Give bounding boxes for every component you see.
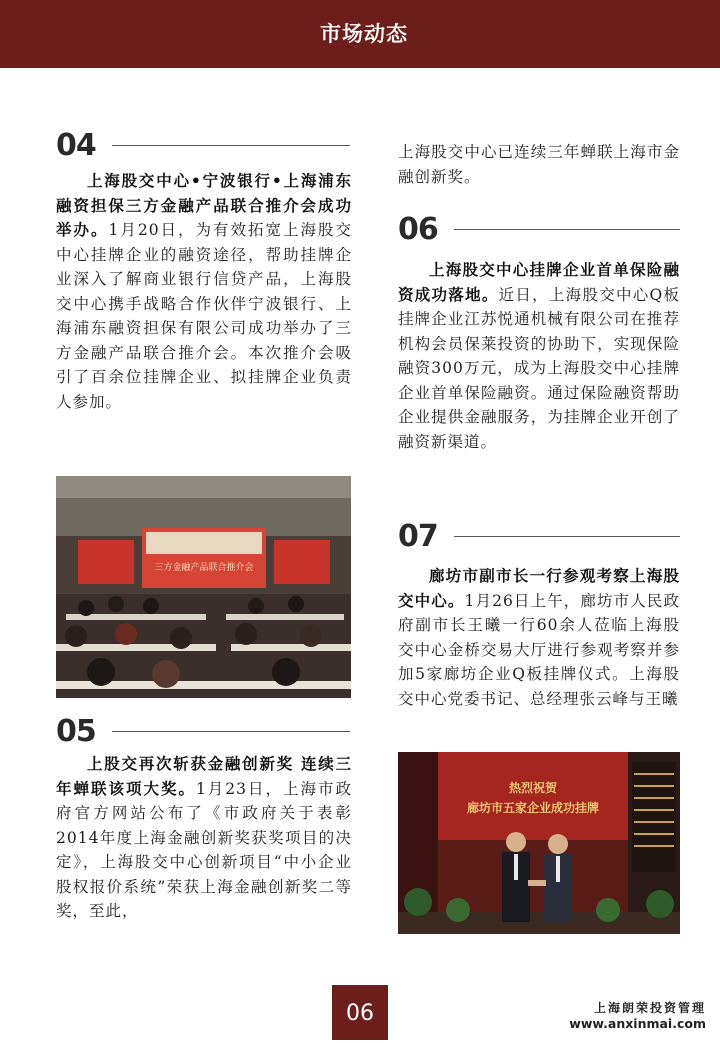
- section-04-heading: [56, 126, 350, 166]
- ceremony-photo: [398, 752, 680, 934]
- section-06-lead: 上海股交中心挂牌企业首单保险融资成功落地。: [398, 260, 680, 304]
- section-number: 04: [56, 128, 96, 163]
- section-04-body: 1月20日，为有效拓宽上海股交中心挂牌企业的融资途径，帮助挂牌企业深入了解商业银行信贷产品，上海股交中心携手战略合作伙伴宁波银行、上海浦东融资担保有限公司成功举办了三方金融产品联合推介会。本次推介会吸引了百余位挂牌企业、拟挂牌企业负责人参加。: [56, 221, 352, 411]
- divider: [112, 731, 350, 732]
- banner-line-2: 廊坊市五家企业成功挂牌: [466, 801, 600, 815]
- section-06-body: 近日，上海股交中心Q板挂牌企业江苏悦通机械有限公司在推荐机构会员保莱投资的协助下，实现保险融资300万元，成为上海股交中心挂牌企业首单保险融资。通过保险融资帮助企业提供金融服务，为挂牌企业开创了融资新渠道。: [398, 285, 680, 451]
- section-07-heading: [398, 517, 680, 557]
- divider: [454, 229, 680, 230]
- section-05-lead: 上股交再次斩获金融创新奖 连续三年蝉联该项大奖。: [56, 754, 352, 798]
- section-number: 06: [398, 212, 438, 247]
- section-05-heading: [56, 712, 350, 752]
- divider: [112, 145, 350, 146]
- conference-photo: [56, 476, 351, 698]
- section-04-lead: 上海股交中心•宁波银行•上海浦东融资担保三方金融产品联合推介会成功举办。: [56, 171, 352, 239]
- screen-title: 三方金融产品联合推介会: [154, 563, 254, 573]
- section-07-paragraph: [398, 564, 680, 711]
- section-number: 05: [56, 714, 96, 749]
- section-05-body: 1月23日，上海市政府官方网站公布了《市政府关于表彰2014年度上海金融创新奖获奖项目的决定》，上海股交中心创新项目“中小企业股权报价系统”荣获上海金融创新奖二等奖，至此，: [56, 779, 352, 920]
- section-04-paragraph: [56, 169, 352, 414]
- section-05-continuation: 上海股交中心已连续三年蝉联上海市金融创新奖。: [398, 143, 680, 186]
- section-06-heading: [398, 210, 680, 250]
- banner-line-1: 热烈祝贺: [508, 781, 558, 795]
- section-05-paragraph: [56, 752, 352, 924]
- page-title: 市场动态: [320, 22, 408, 46]
- section-07-body: 1月26日上午，廊坊市人民政府副市长王曦一行60余人莅临上海股交中心金桥交易大厅进行参观考察并参加5家廊坊企业Q板挂牌仪式。上海股交中心党委书记、总经理张云峰与王曦: [398, 591, 680, 708]
- divider: [454, 536, 680, 537]
- header-bar: [0, 0, 720, 68]
- page-number: 06: [332, 985, 388, 1040]
- company-url[interactable]: www.anxinmai.com: [569, 1016, 706, 1031]
- section-number: 07: [398, 519, 438, 554]
- company-name: 上海朗荣投资管理: [593, 1001, 706, 1015]
- section-07-lead: 廊坊市副市长一行参观考察上海股交中心。: [398, 566, 680, 610]
- section-06-paragraph: [398, 258, 680, 454]
